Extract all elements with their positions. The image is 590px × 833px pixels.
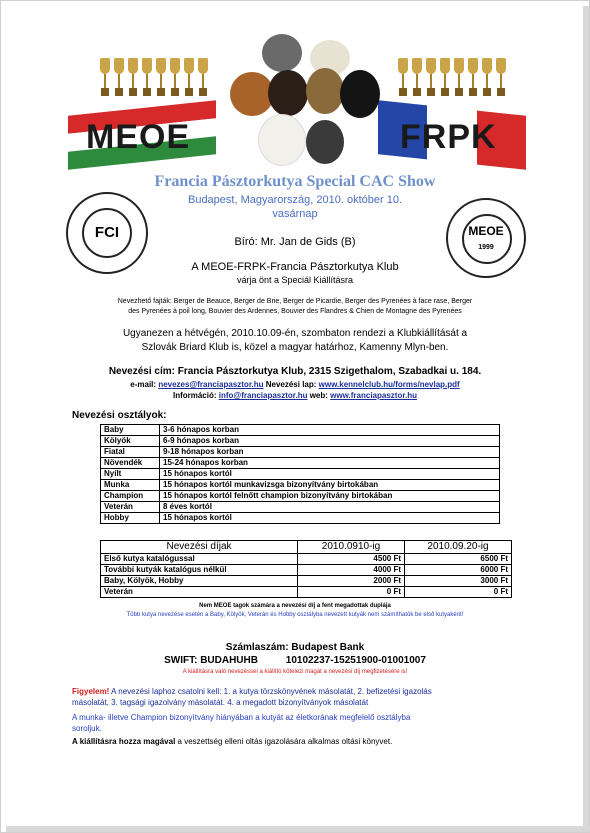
breeds-line-1: Nevezhető fajták: Berger de Beauce, Berger de Brie, Berger de Picardie, Berger des Pyrenées à face rase, Berger	[117, 298, 473, 305]
trophy-icon	[398, 58, 408, 98]
trophy-icon	[496, 58, 506, 98]
judge-line: Bíró: Mr. Jan de Gids (B)	[234, 236, 356, 248]
attention-line-3: A munka- illetve Champion bizonyítvány hiányában a kutyát az életkorának megfelelő osztályba	[72, 713, 411, 722]
trophy-icon	[170, 58, 180, 98]
attention-line-2: másolatát, 3. tagsági igazolvány másolatát. 4. a megadott bizonyítványok másolatát	[72, 698, 369, 707]
table-row: Nyílt 15 hónapos kortól	[101, 469, 500, 480]
table-row: Baby, Kölyök, Hobby 2000 Ft 3000 Ft	[101, 576, 512, 587]
page-shadow	[6, 826, 590, 832]
dog-head	[306, 120, 344, 164]
table-row: Baby 3-6 hónapos korban	[101, 425, 500, 436]
breeds-line-2: des Pyrenées à poil long, Bouvier des Ardennes, Bouvier des Flandres & Chien de Montagne des Pyrenées	[128, 308, 462, 315]
form-link[interactable]: www.kennelclub.hu/forms/nevlap.pdf	[318, 380, 460, 389]
trophy-icon	[184, 58, 194, 98]
attention-label: Figyelem!	[72, 687, 110, 696]
web-link[interactable]: www.franciapasztor.hu	[330, 391, 418, 400]
fci-logo: FCI	[66, 192, 148, 274]
flag-left-text: MEOE	[86, 118, 191, 156]
classes-heading: Nevezési osztályok:	[72, 410, 167, 421]
trophy-icon	[412, 58, 422, 98]
trophy-icon	[482, 58, 492, 98]
fees-note: Nem MEOE tagok számára a nevezési díj a fent megadottak duplája	[199, 603, 391, 609]
trophy-icon	[100, 58, 110, 98]
form-label: Nevezési lap:	[265, 380, 317, 389]
web-label: web:	[309, 391, 328, 400]
table-row: Első kutya katalógussal 4500 Ft 6500 Ft	[101, 554, 512, 565]
dog-head	[306, 68, 344, 114]
table-row: Hobby 15 hónapos kortól	[101, 513, 500, 524]
dog-head	[258, 114, 306, 166]
swift-line: SWIFT: BUDAHUHB 10102237-15251900-01001007	[164, 655, 426, 666]
trophy-icon	[128, 58, 138, 98]
dog-head	[262, 34, 302, 72]
weekend-line-1: Ugyanezen a hétvégén, 2010.10.09-én, szombaton rendezi a Klubkiállítását a	[122, 328, 468, 339]
trophy-icon	[198, 58, 208, 98]
club-line: A MEOE-FRPK-Francia Pásztorkutya Klub	[191, 261, 399, 273]
address-line: Nevezési cím: Francia Pásztorkutya Klub, 2315 Szigethalom, Szabadkai u. 184.	[108, 366, 482, 377]
trophy-icon	[468, 58, 478, 98]
invite-line: várja önt a Speciál Kiállításra	[236, 275, 354, 285]
table-row: Kölyök 6-9 hónapos korban	[101, 436, 500, 447]
info-label: Információ:	[172, 391, 217, 400]
trophy-icon	[142, 58, 152, 98]
dogs-collage	[222, 32, 382, 167]
classes-table	[100, 424, 500, 524]
attention-line-1: Figyelem! A nevezési laphoz csatolni kell: 1. a kutya törzskönyvének másolatát, 2. befizetési igazolás	[72, 687, 432, 696]
contact-line-2	[0, 391, 590, 400]
table-row: Fiatal 9-18 hónapos korban	[101, 447, 500, 458]
table-row: Champion 15 hónapos kortól felnőtt champion bizonyítvány birtokában	[101, 491, 500, 502]
fees-header-row: Nevezési díjak 2010.0910-ig 2010.09.20-ig	[101, 541, 512, 554]
fees-table	[100, 540, 512, 598]
contact-line-1	[0, 380, 590, 389]
weekend-line-2: Szlovák Briard Klub is, közel a magyar határhoz, Kamenny Mlyn-ben.	[141, 342, 449, 353]
trophy-icon	[156, 58, 166, 98]
dog-head	[268, 70, 308, 116]
day-line: vasárnap	[272, 208, 318, 220]
table-row: Veterán 0 Ft 0 Ft	[101, 587, 512, 598]
page-shadow-right	[583, 6, 589, 832]
trophy-icon	[114, 58, 124, 98]
attention-line-4: soroljuk.	[72, 724, 102, 733]
attention-block	[72, 686, 532, 747]
table-row: További kutyák katalógus nélkül 4000 Ft 6000 Ft	[101, 565, 512, 576]
trophy-icon	[426, 58, 436, 98]
table-row: Veterán 8 éves kortól	[101, 502, 500, 513]
date-line: Budapest, Magyarország, 2010. október 10.	[187, 194, 403, 206]
dog-head	[340, 70, 380, 118]
email-label: e-mail:	[130, 380, 157, 389]
bank-line: Számlaszám: Budapest Bank	[225, 642, 365, 653]
meoe-logo: MEOE 1999	[446, 198, 526, 278]
page-title: Francia Pásztorkutya Special CAC Show	[154, 173, 436, 190]
table-row: Munka 15 hónapos kortól munkavizsga bizonyítvány birtokában	[101, 480, 500, 491]
trophy-icon	[440, 58, 450, 98]
table-row: Növendék 15-24 hónapos korban	[101, 458, 500, 469]
attention-line-5: A kiállításra hozza magával a veszettség elleni oltás igazolására alkalmas oltási könyvet.	[72, 737, 393, 746]
trophy-icon	[454, 58, 464, 98]
bank-note: A kiállításra való nevezéssel a kiállító kötelezi magát a nevezési díj megfizetésére is!	[182, 669, 408, 675]
multi-dog-note: Több kutya nevezése esetén a Baby, Kölyök, Veterán és Hobby osztályba nevezett kutyák nem számíthatók be első kutyaként!	[126, 612, 464, 618]
email-link[interactable]: nevezes@franciapasztor.hu	[158, 380, 264, 389]
info-email-link[interactable]: info@franciapasztor.hu	[218, 391, 308, 400]
flag-right-text: FRPK	[400, 118, 497, 156]
